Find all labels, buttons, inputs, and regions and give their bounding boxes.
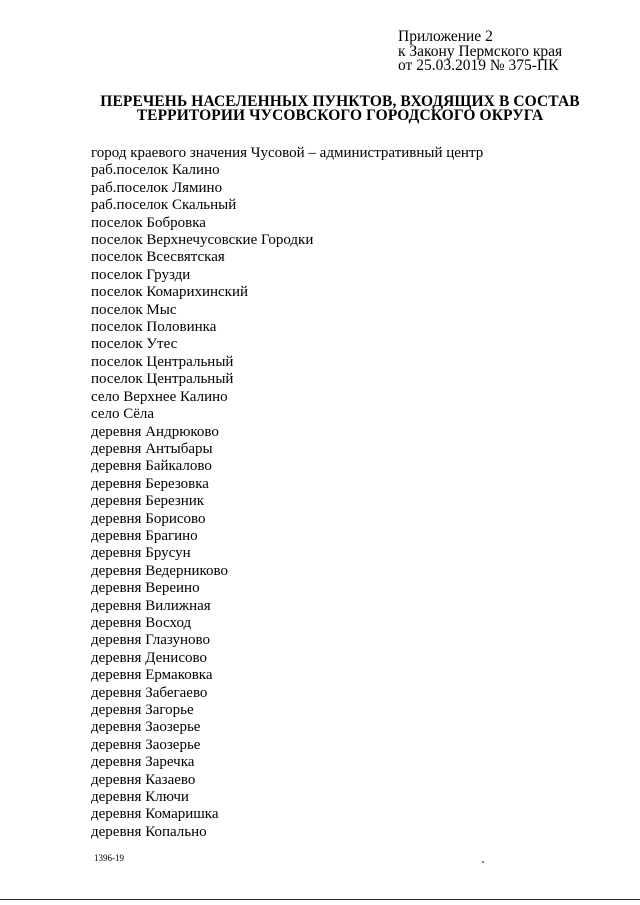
- settlement-item: деревня Загорье: [91, 702, 194, 718]
- settlement-item: поселок Центральный: [91, 371, 234, 388]
- settlement-item: деревня Заречка: [91, 754, 195, 771]
- settlement-item: село Сёла: [91, 406, 155, 423]
- settlement-item: деревня Восход: [91, 614, 192, 631]
- appendix-number: Приложение 2: [398, 28, 493, 45]
- document-title: [0, 95, 640, 122]
- settlement-item: деревня Брусун: [91, 545, 191, 562]
- settlement-item: деревня Ермаковка: [91, 667, 213, 684]
- settlement-item: поселок Бобровка: [91, 214, 206, 231]
- settlement-item: деревня Борисово: [91, 510, 206, 527]
- settlement-item: деревня Забегаево: [91, 684, 208, 701]
- settlement-item: деревня Казаево: [91, 771, 196, 788]
- settlement-item: поселок Половинка: [91, 319, 217, 336]
- settlement-item: деревня Андрюково: [91, 423, 219, 440]
- appendix-law-reference: к Закону Пермского края: [398, 42, 563, 60]
- settlement-item: деревня Вереино: [91, 580, 200, 597]
- settlement-item: деревня Глазуново: [91, 632, 211, 649]
- scan-artifact: [482, 861, 484, 863]
- settlement-item: деревня Ведерниково: [91, 562, 229, 579]
- settlement-item: деревня Денисово: [91, 649, 207, 666]
- settlement-item: деревня Вилижная: [91, 597, 211, 614]
- settlement-item: деревня Копально: [91, 823, 207, 840]
- settlement-item: поселок Всесвятская: [91, 249, 225, 266]
- settlement-item: поселок Верхнечусовские Городки: [91, 232, 314, 249]
- settlement-item: поселок Мыс: [91, 301, 177, 318]
- settlement-item: раб.поселок Лямино: [91, 179, 223, 196]
- page-edge-line: [0, 899, 640, 900]
- settlement-item: деревня Байкалово: [91, 458, 212, 475]
- settlement-item: деревня Березник: [91, 493, 205, 510]
- settlement-item: раб.поселок Калино: [91, 162, 220, 179]
- settlement-item: поселок Утес: [91, 336, 178, 353]
- appendix-law-date: от 25.03.2019 № 375-ПК: [398, 57, 559, 74]
- settlement-item: раб.поселок Скальный: [91, 197, 237, 214]
- settlement-item: деревня Ключи: [91, 789, 189, 806]
- settlement-item: село Верхнее Калино: [91, 388, 228, 405]
- document-title-line-1: ПЕРЕЧЕНЬ НАСЕЛЕННЫХ ПУНКТОВ, ВХОДЯЩИХ В СОСТАВ: [100, 93, 580, 110]
- settlement-item: поселок Центральный: [91, 353, 234, 370]
- settlement-item: поселок Комарихинский: [91, 284, 249, 301]
- settlement-item: поселок Грузди: [91, 266, 191, 283]
- settlement-item: деревня Антыбары: [91, 440, 213, 457]
- settlement-item: город краевого значения Чусовой – административный центр: [91, 145, 484, 161]
- appendix-header: [398, 30, 562, 74]
- settlement-item: деревня Заозерье: [91, 736, 201, 753]
- settlement-list: [91, 145, 483, 841]
- settlement-item: деревня Березовка: [91, 475, 209, 492]
- document-title-line-2: ТЕРРИТОРИИ ЧУСОВСКОГО ГОРОДСКОГО ОКРУГА: [136, 106, 544, 124]
- document-code: 1396-19: [94, 853, 124, 863]
- settlement-item: деревня Заозерье: [91, 719, 201, 736]
- settlement-item: деревня Комаришка: [91, 806, 219, 823]
- settlement-item: деревня Брагино: [91, 527, 198, 544]
